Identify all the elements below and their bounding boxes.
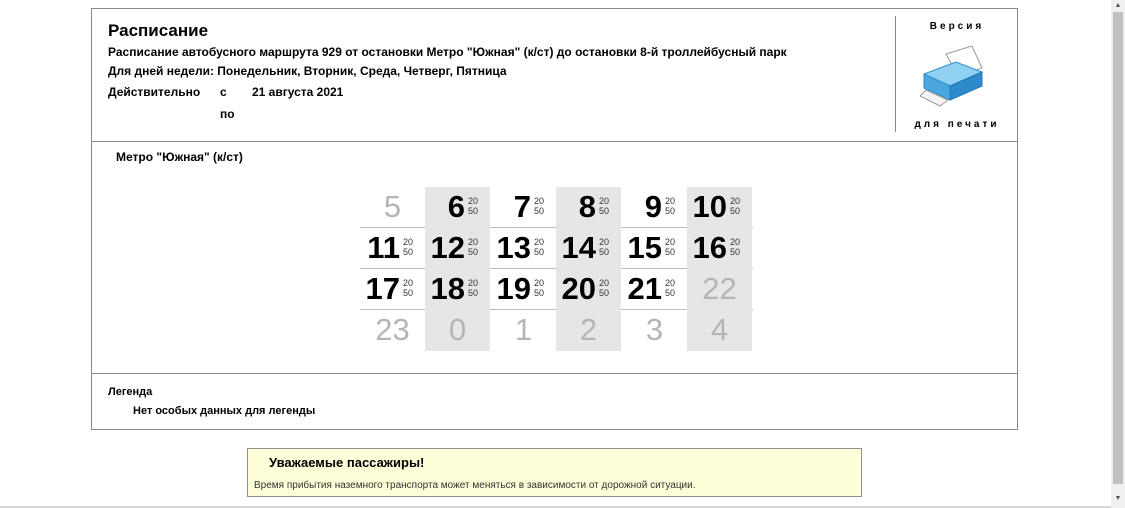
hour-label: 19 [496, 271, 531, 306]
minutes-list [730, 237, 740, 257]
hour-label: 5 [383, 189, 402, 224]
hour-label: 20 [561, 271, 596, 306]
hour-cell [556, 187, 621, 228]
minutes-list [599, 278, 609, 298]
hour-cell [491, 187, 556, 228]
hour-label: 13 [496, 230, 531, 265]
hour-cell [687, 187, 752, 228]
hour-cell [360, 187, 425, 228]
hour-label: 15 [627, 230, 662, 265]
scroll-down-arrow-icon[interactable]: ▼ [1114, 495, 1122, 502]
minutes-list [534, 196, 544, 216]
hour-cell [425, 269, 490, 310]
minute-value: 50 [468, 206, 479, 216]
minute-value: 20 [599, 196, 610, 206]
minute-value: 20 [665, 196, 676, 206]
timetable-row [360, 269, 753, 310]
hour-label: 23 [375, 312, 410, 347]
timetable-row [360, 187, 753, 228]
minute-value: 50 [599, 288, 610, 298]
legend-section [92, 373, 1017, 431]
notice-title: Уважаемые пассажиры! [269, 455, 425, 470]
minute-value: 50 [403, 288, 414, 298]
hour-cell [360, 228, 425, 269]
hour-cell [425, 228, 490, 269]
schedule-sheet [91, 8, 1018, 430]
page-title: Расписание [108, 21, 209, 40]
hour-label: 7 [513, 189, 531, 224]
hour-cell [622, 310, 687, 351]
hour-cell [687, 228, 752, 269]
timetable-grid [360, 187, 753, 351]
passenger-notice [247, 448, 862, 497]
print-version-button[interactable] [895, 16, 1018, 132]
minute-value: 20 [534, 237, 545, 247]
hour-cell [687, 310, 752, 351]
weekdays-description: Для дней недели: Понедельник, Вторник, Среда, Четверг, Пятница [108, 64, 507, 78]
hour-cell [425, 187, 490, 228]
minute-value: 20 [403, 278, 414, 288]
minutes-list [534, 278, 544, 298]
minutes-list [599, 196, 609, 216]
minute-value: 50 [403, 247, 414, 257]
hour-label: 3 [645, 312, 664, 347]
hour-cell [556, 310, 621, 351]
minute-value: 20 [468, 278, 479, 288]
hour-label: 0 [448, 312, 467, 347]
hour-label: 2 [579, 312, 598, 347]
scroll-thumb[interactable] [1113, 12, 1123, 484]
hour-cell [360, 269, 425, 310]
print-version-bottom-label: для печати [914, 119, 1000, 130]
minute-value: 20 [403, 237, 414, 247]
valid-label: Действительно [108, 85, 201, 99]
hour-label: 9 [644, 189, 662, 224]
minute-value: 20 [468, 196, 479, 206]
hour-label: 18 [430, 271, 465, 306]
hour-label: 16 [692, 230, 727, 265]
minute-value: 20 [730, 237, 741, 247]
minutes-list [534, 237, 544, 257]
minutes-list [665, 278, 675, 298]
timetable-row [360, 310, 753, 351]
minute-value: 50 [730, 247, 741, 257]
hour-label: 17 [365, 271, 400, 306]
hour-label: 4 [710, 312, 729, 347]
hour-label: 21 [627, 271, 662, 306]
hour-cell [622, 187, 687, 228]
valid-from-label: с [220, 85, 227, 99]
minute-value: 20 [599, 278, 610, 288]
notice-text: Время прибытия наземного транспорта может меняться в зависимости от дорожной ситуации. [254, 480, 696, 491]
printer-icon[interactable] [920, 44, 988, 108]
minute-value: 20 [665, 278, 676, 288]
hour-cell [622, 269, 687, 310]
minutes-list [665, 196, 675, 216]
minute-value: 50 [599, 206, 610, 216]
minute-value: 50 [730, 206, 741, 216]
minutes-list [468, 278, 478, 298]
hour-cell [556, 228, 621, 269]
hour-label: 8 [578, 189, 596, 224]
minute-value: 20 [599, 237, 610, 247]
minutes-list [665, 237, 675, 257]
hour-cell [556, 269, 621, 310]
vertical-scrollbar[interactable] [1111, 0, 1125, 508]
print-version-top-label: Версия [929, 21, 985, 32]
minute-value: 20 [534, 278, 545, 288]
valid-to-label: по [220, 107, 235, 121]
hour-label: 22 [702, 271, 737, 306]
minute-value: 20 [468, 237, 479, 247]
minute-value: 20 [534, 196, 545, 206]
hour-cell [491, 269, 556, 310]
hour-label: 6 [447, 189, 465, 224]
minute-value: 50 [468, 288, 479, 298]
hour-cell [491, 228, 556, 269]
hour-cell [360, 310, 425, 351]
minutes-list [403, 278, 413, 298]
hour-label: 10 [692, 189, 727, 224]
legend-text: Нет особых данных для легенды [133, 405, 316, 417]
timetable-row [360, 228, 753, 269]
minute-value: 50 [534, 288, 545, 298]
minute-value: 20 [730, 196, 741, 206]
hour-label: 14 [561, 230, 596, 265]
hour-label: 1 [514, 312, 533, 347]
hour-cell [622, 228, 687, 269]
minute-value: 50 [534, 247, 545, 257]
scroll-up-arrow-icon[interactable]: ▲ [1114, 2, 1122, 9]
hour-cell [425, 310, 490, 351]
minutes-list [468, 196, 478, 216]
hour-label: 12 [430, 230, 465, 265]
minutes-list [468, 237, 478, 257]
minute-value: 50 [468, 247, 479, 257]
stop-name: Метро "Южная" (к/ст) [116, 150, 243, 164]
minute-value: 50 [665, 288, 676, 298]
schedule-header [92, 9, 1017, 142]
valid-from-date: 21 августа 2021 [252, 85, 344, 99]
route-description: Расписание автобусного маршрута 929 от остановки Метро "Южная" (к/ст) до остановки 8-й троллейбусный парк [108, 45, 787, 59]
hour-cell [687, 269, 752, 310]
minute-value: 50 [665, 247, 676, 257]
hour-label: 11 [367, 230, 400, 265]
minute-value: 50 [599, 247, 610, 257]
minutes-list [403, 237, 413, 257]
minutes-list [730, 196, 740, 216]
minutes-list [599, 237, 609, 257]
legend-title: Легенда [108, 386, 153, 398]
minute-value: 50 [534, 206, 545, 216]
hour-cell [491, 310, 556, 351]
minute-value: 20 [665, 237, 676, 247]
minute-value: 50 [665, 206, 676, 216]
